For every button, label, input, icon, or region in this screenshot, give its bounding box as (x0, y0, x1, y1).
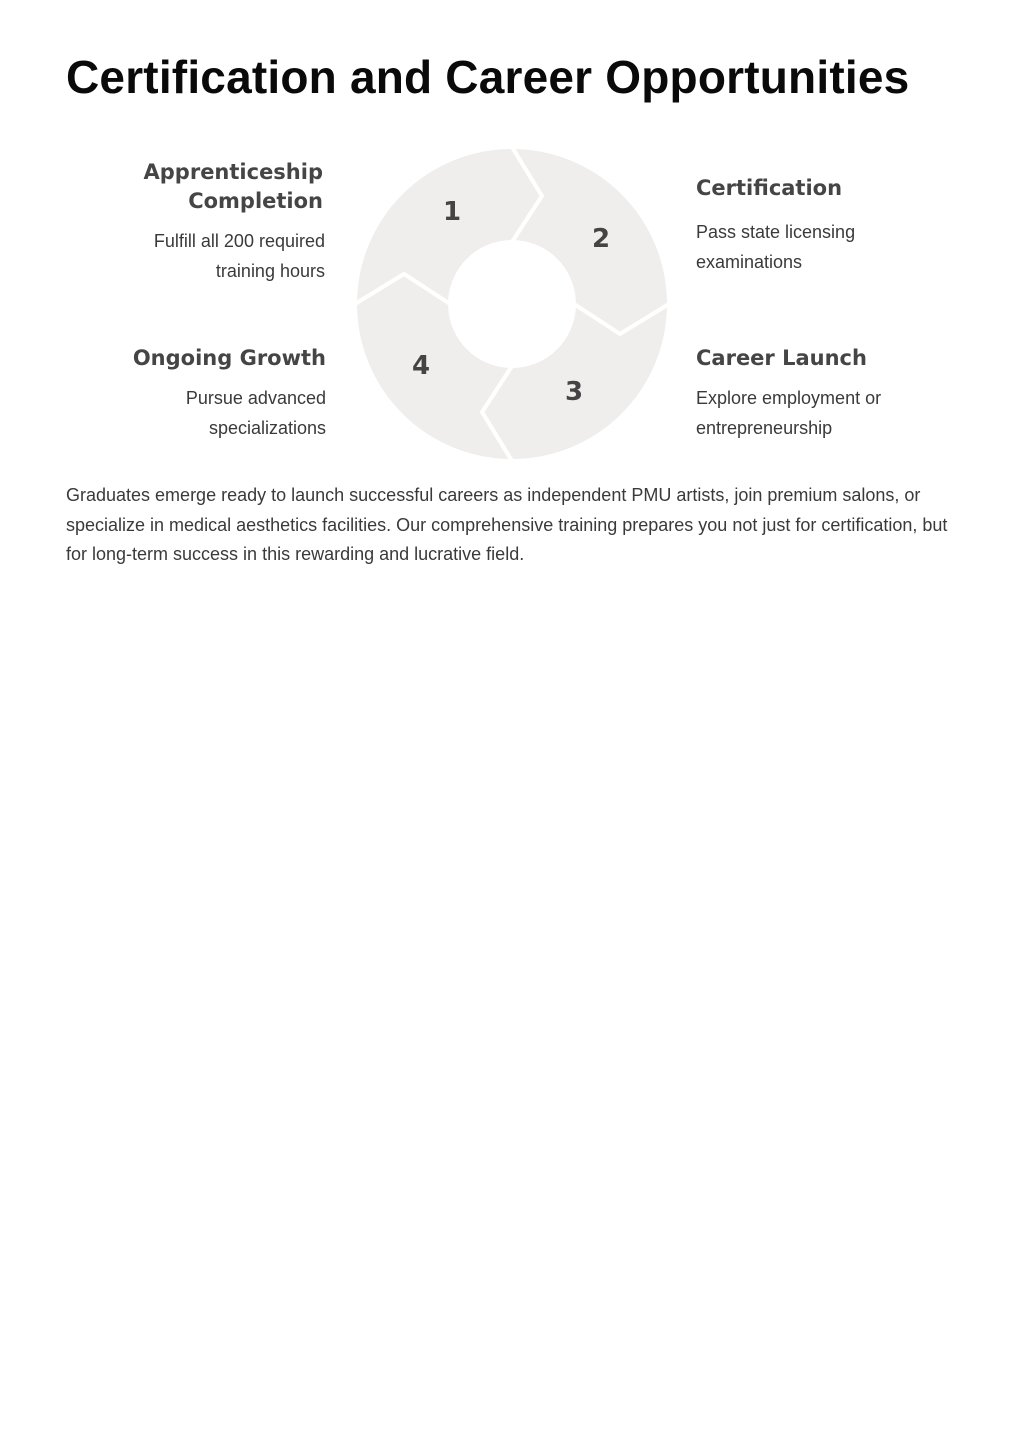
step-number-4: 4 (411, 351, 431, 381)
step-number-1: 1 (442, 197, 462, 227)
step-4-title: Ongoing Growth (132, 346, 326, 370)
step-number-3: 3 (564, 377, 584, 407)
step-1-title: Apprenticeship Completion (143, 160, 323, 213)
step-2 (696, 174, 966, 277)
step-3 (696, 344, 966, 443)
step-3-title: Career Launch (696, 346, 867, 370)
step-1-description: Fulfill all 200 required training hours (153, 231, 325, 281)
step-4-description: Pursue advanced specializations (185, 388, 326, 438)
step-2-description: Pass state licensing examinations (696, 222, 856, 272)
body-paragraph: Graduates emerge ready to launch successful careers as independent PMU artists, join premium salons, or specialize in medical aesthetics facilities. Our comprehensive training prepares you not just for certification, but for long-term success in this rewarding and lucrative field. (66, 485, 948, 564)
step-3-description: Explore employment or entrepreneurship (696, 388, 882, 438)
cycle-diagram (0, 0, 1024, 480)
step-number-2: 2 (591, 224, 611, 254)
page-title: Certification and Career Opportunities (66, 51, 910, 103)
step-4 (56, 344, 326, 443)
step-1 (55, 158, 325, 286)
cycle-center (452, 244, 572, 364)
step-2-title: Certification (696, 176, 843, 200)
cycle-ring (352, 144, 672, 464)
